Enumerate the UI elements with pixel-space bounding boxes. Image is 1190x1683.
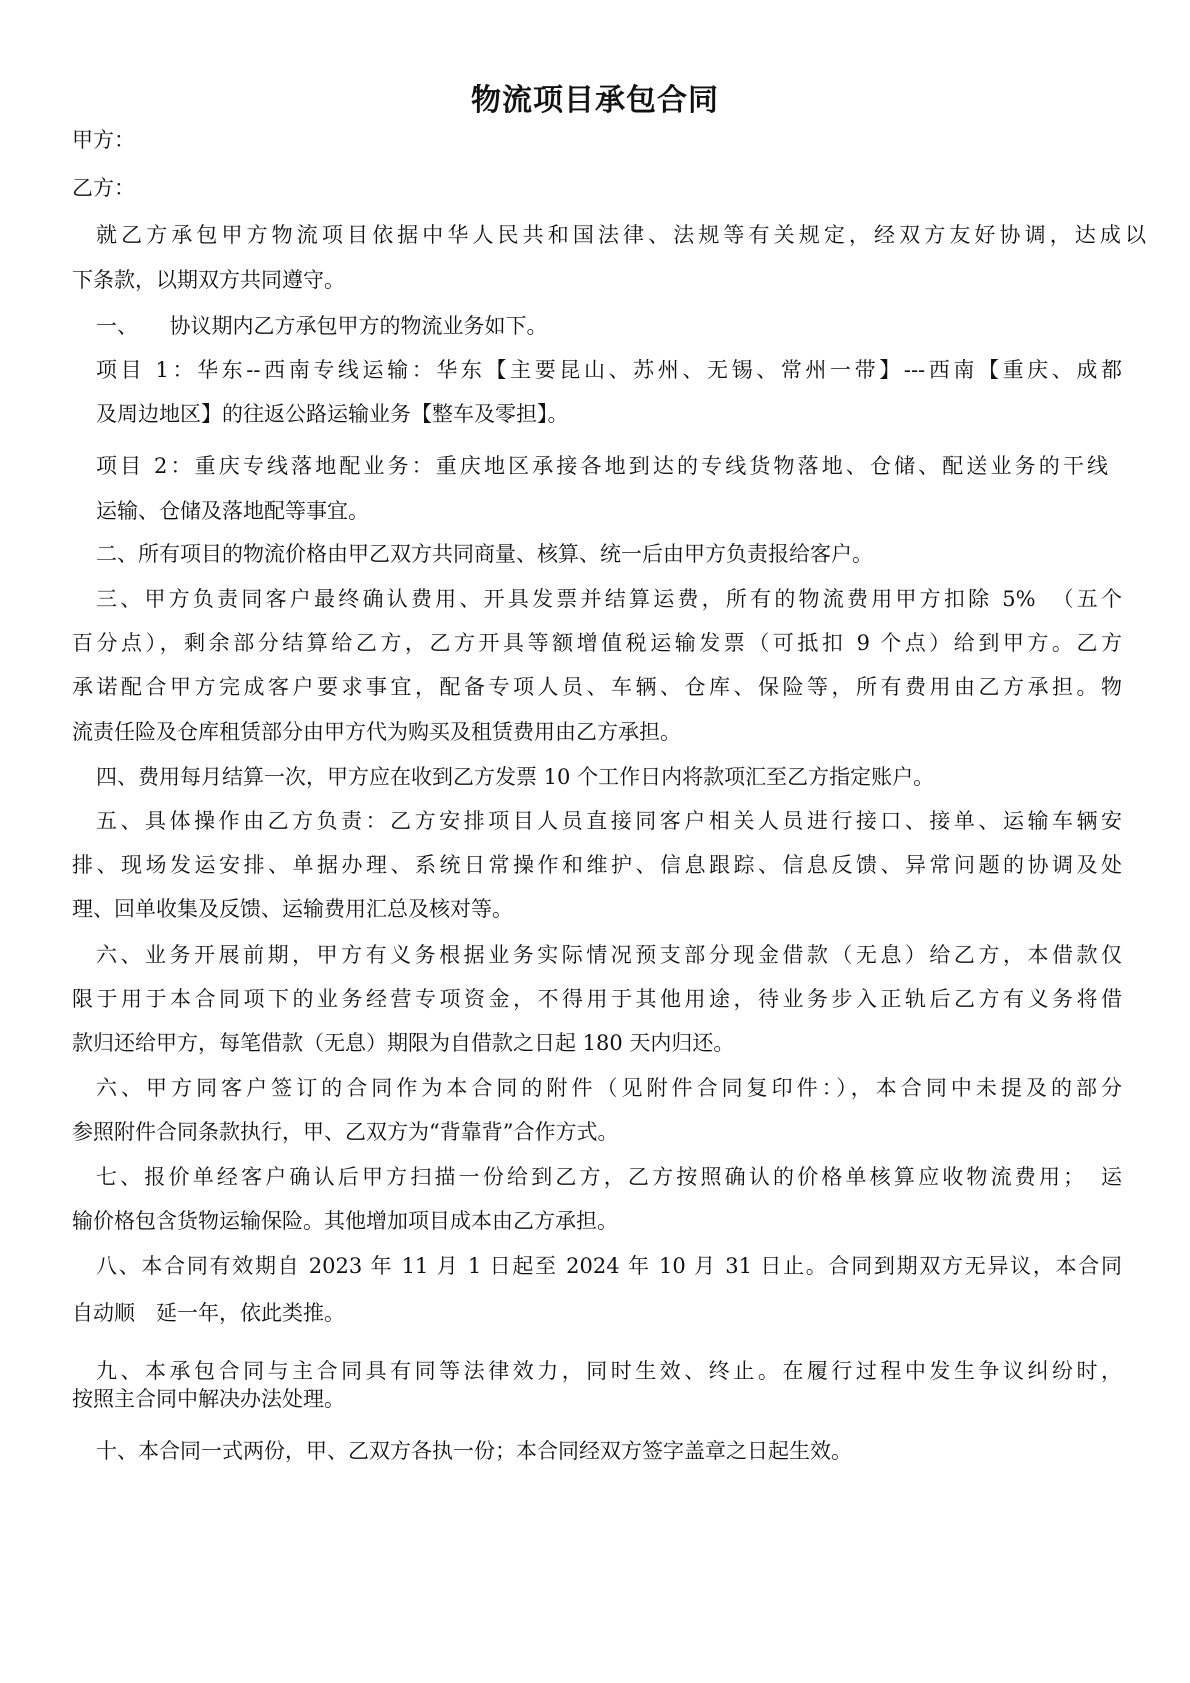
- project-2-line-2: 运输、仓储及落地配等事宜。: [96, 499, 369, 523]
- party-a-label: 甲方：: [72, 128, 135, 152]
- clause-3-line-1: 三、甲方负责同客户最终确认费用、开具发票并结算运费，所有的物流费用甲方扣除 5% （五个: [96, 587, 1122, 611]
- preamble-line-1: 就乙方承包甲方物流项目依据中华人民共和国法律、法规等有关规定，经双方友好协调，达成以: [96, 223, 1146, 247]
- project-1-line-2: 及周边地区】的往返公路运输业务【整车及零担】。: [96, 402, 569, 426]
- clause-10: 十、本合同一式两份，甲、乙双方各执一份；本合同经双方签字盖章之日起生效。: [96, 1439, 852, 1463]
- clause-6b-line-2: 参照附件合同条款执行，甲、乙双方为“背靠背”合作方式。: [72, 1120, 619, 1144]
- clause-1-heading: 一、 协议期内乙方承包甲方的物流业务如下。: [96, 314, 548, 338]
- clause-3-line-4: 流责任险及仓库租赁部分由甲方代为购买及租赁费用由乙方承担。: [72, 720, 681, 744]
- clause-8-line-2: 自动顺 延一年，依此类推。: [72, 1301, 345, 1325]
- clause-6a-line-1: 六、业务开展前期，甲方有义务根据业务实际情况预支部分现金借款（无息）给乙方，本借款仅: [96, 943, 1122, 967]
- clause-7-line-1: 七、报价单经客户确认后甲方扫描一份给到乙方，乙方按照确认的价格单核算应收物流费用； 运: [96, 1165, 1122, 1189]
- preamble-line-2: 下条款，以期双方共同遵守。: [72, 268, 345, 292]
- clause-5-line-2: 排、现场发运安排、单据办理、系统日常操作和维护、信息跟踪、信息反馈、异常问题的协调及处: [72, 853, 1122, 877]
- clause-9-line-2: 按照主合同中解决办法处理。: [72, 1387, 345, 1411]
- party-b-label: 乙方：: [72, 176, 135, 200]
- clause-6a-line-3: 款归还给甲方，每笔借款（无息）期限为自借款之日起 180 天内归还。: [72, 1031, 735, 1055]
- document-title: 物流项目承包合同: [471, 83, 719, 118]
- clause-6b-line-1: 六、甲方同客户签订的合同作为本合同的附件（见附件合同复印件：），本合同中未提及的部分: [96, 1076, 1122, 1100]
- clause-3-line-3: 承诺配合甲方完成客户要求事宜，配备专项人员、车辆、仓库、保险等，所有费用由乙方承担。物: [72, 675, 1122, 699]
- clause-9-line-1: 九、本承包合同与主合同具有同等法律效力，同时生效、终止。在履行过程中发生争议纠纷时，: [96, 1359, 1122, 1383]
- clause-4: 四、费用每月结算一次，甲方应在收到乙方发票 10 个工作日内将款项汇至乙方指定账户。: [96, 765, 935, 789]
- clause-7-line-2: 输价格包含货物运输保险。其他增加项目成本由乙方承担。: [72, 1209, 618, 1233]
- clause-5-line-3: 理、回单收集及反馈、运输费用汇总及核对等。: [72, 897, 513, 921]
- clause-6a-line-2: 限于用于本合同项下的业务经营专项资金，不得用于其他用途，待业务步入正轨后乙方有义务将借: [72, 987, 1122, 1011]
- clause-2: 二、所有项目的物流价格由甲乙双方共同商量、核算、统一后由甲方负责报给客户。: [96, 542, 873, 566]
- clause-3-line-2: 百分点），剩余部分结算给乙方，乙方开具等额增值税运输发票（可抵扣 9 个点）给到甲方。乙方: [72, 631, 1122, 655]
- clause-8-line-1: 八、本合同有效期自 2023 年 11 月 1 日起至 2024 年 10 月 31 日止。合同到期双方无异议，本合同: [96, 1254, 1122, 1278]
- project-1-line-1: 项目 1：华东--西南专线运输：华东【主要昆山、苏州、无锡、常州一带】---西南【重庆、成都: [96, 358, 1122, 382]
- clause-5-line-1: 五、具体操作由乙方负责：乙方安排项目人员直接同客户相关人员进行接口、接单、运输车辆安: [96, 809, 1122, 833]
- project-2-line-1: 项目 2：重庆专线落地配业务：重庆地区承接各地到达的专线货物落地、仓储、配送业务的干线: [96, 454, 1108, 478]
